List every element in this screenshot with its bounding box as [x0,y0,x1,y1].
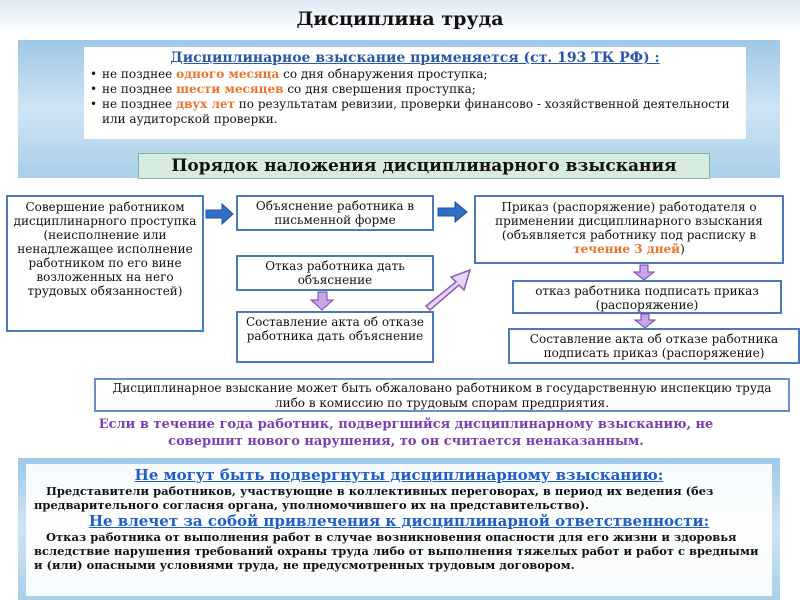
application-heading: Дисциплинарное взыскание применяется (ст. 193 ТК РФ) : [170,50,660,66]
term-highlight: одного месяца [176,67,280,81]
term-highlight: двух лет [176,97,235,111]
arrow-down-icon [634,265,654,280]
exempt-panel [26,464,772,596]
refusal-box: Отказ работника дать объяснение [236,255,434,291]
exempt-text: Представители работников, участвующие в коллективных переговорах, в период их ведения (без предварительного согласия органа, уполномочившего их на представительство). [34,484,714,512]
arrow-down-icon [311,292,333,310]
arrow-diagonal-icon [426,270,470,310]
offense-box: Совершение работником дисциплинарного проступка (неисполнение или ненадлежащее исполнение работником по его вине возложенных на него трудовых обязанностей) [6,195,204,332]
item-text: со дня свершения проступка; [283,82,476,96]
not-punished-note: Если в течение года работник, подвергшийся дисциплинарному взысканию, не совершит нового нарушения, то он считается ненаказанным. [98,417,714,449]
item-text: не позднее [102,67,177,81]
sign-refusal-box: отказ работника подписать приказ (распоряжение) [512,280,782,314]
item-text: по результатам ревизии, проверки финансово - хозяйственной деятельности или аудиторской проверки. [102,97,730,126]
order-deadline: течение 3 дней [573,242,681,256]
item-text: со дня обнаружения проступка; [279,67,488,81]
arrow-right-icon [438,202,467,222]
no-liability-heading: Не влечет за собой привлечения к дисциплинарной ответственности: [88,512,710,530]
order-heading: Порядок наложения дисциплинарного взыскания [138,153,710,179]
arrow-down-icon [635,314,655,328]
order-text: Приказ (распоряжение) работодателя о применении дисциплинарного взыскания (объявляется работнику под расписку в [495,200,763,242]
item-text: не позднее [102,97,177,111]
appeal-box: Дисциплинарное взыскание может быть обжаловано работником в государственную инспекцию труда либо в комиссию по трудовым спорам предприятия. [94,378,790,412]
sign-refusal-act-box: Составление акта об отказе работника подписать приказ (распоряжение) [508,328,800,364]
slide-title: Дисциплина труда [0,0,800,34]
item-text: не позднее [102,82,177,96]
exempt-heading: Не могут быть подвергнуты дисциплинарному взысканию: [134,466,664,484]
no-liability-text: Отказ работника от выполнения работ в случае возникновения опасности для его жизни и здоровья вследствие нарушения требований охраны труда либо от выполнения тяжелых работ и работ с вредными и (или) опасными условиями труда, не предусмотренных трудовым договором. [34,530,759,572]
term-highlight: шести месяцев [176,82,284,96]
arrow-right-icon [206,204,233,224]
explanation-box: Объяснение работника в письменной форме [236,195,434,231]
order-text-end: ) [680,242,685,256]
refusal-act-box: Составление акта об отказе работника дать объяснение [236,311,434,363]
